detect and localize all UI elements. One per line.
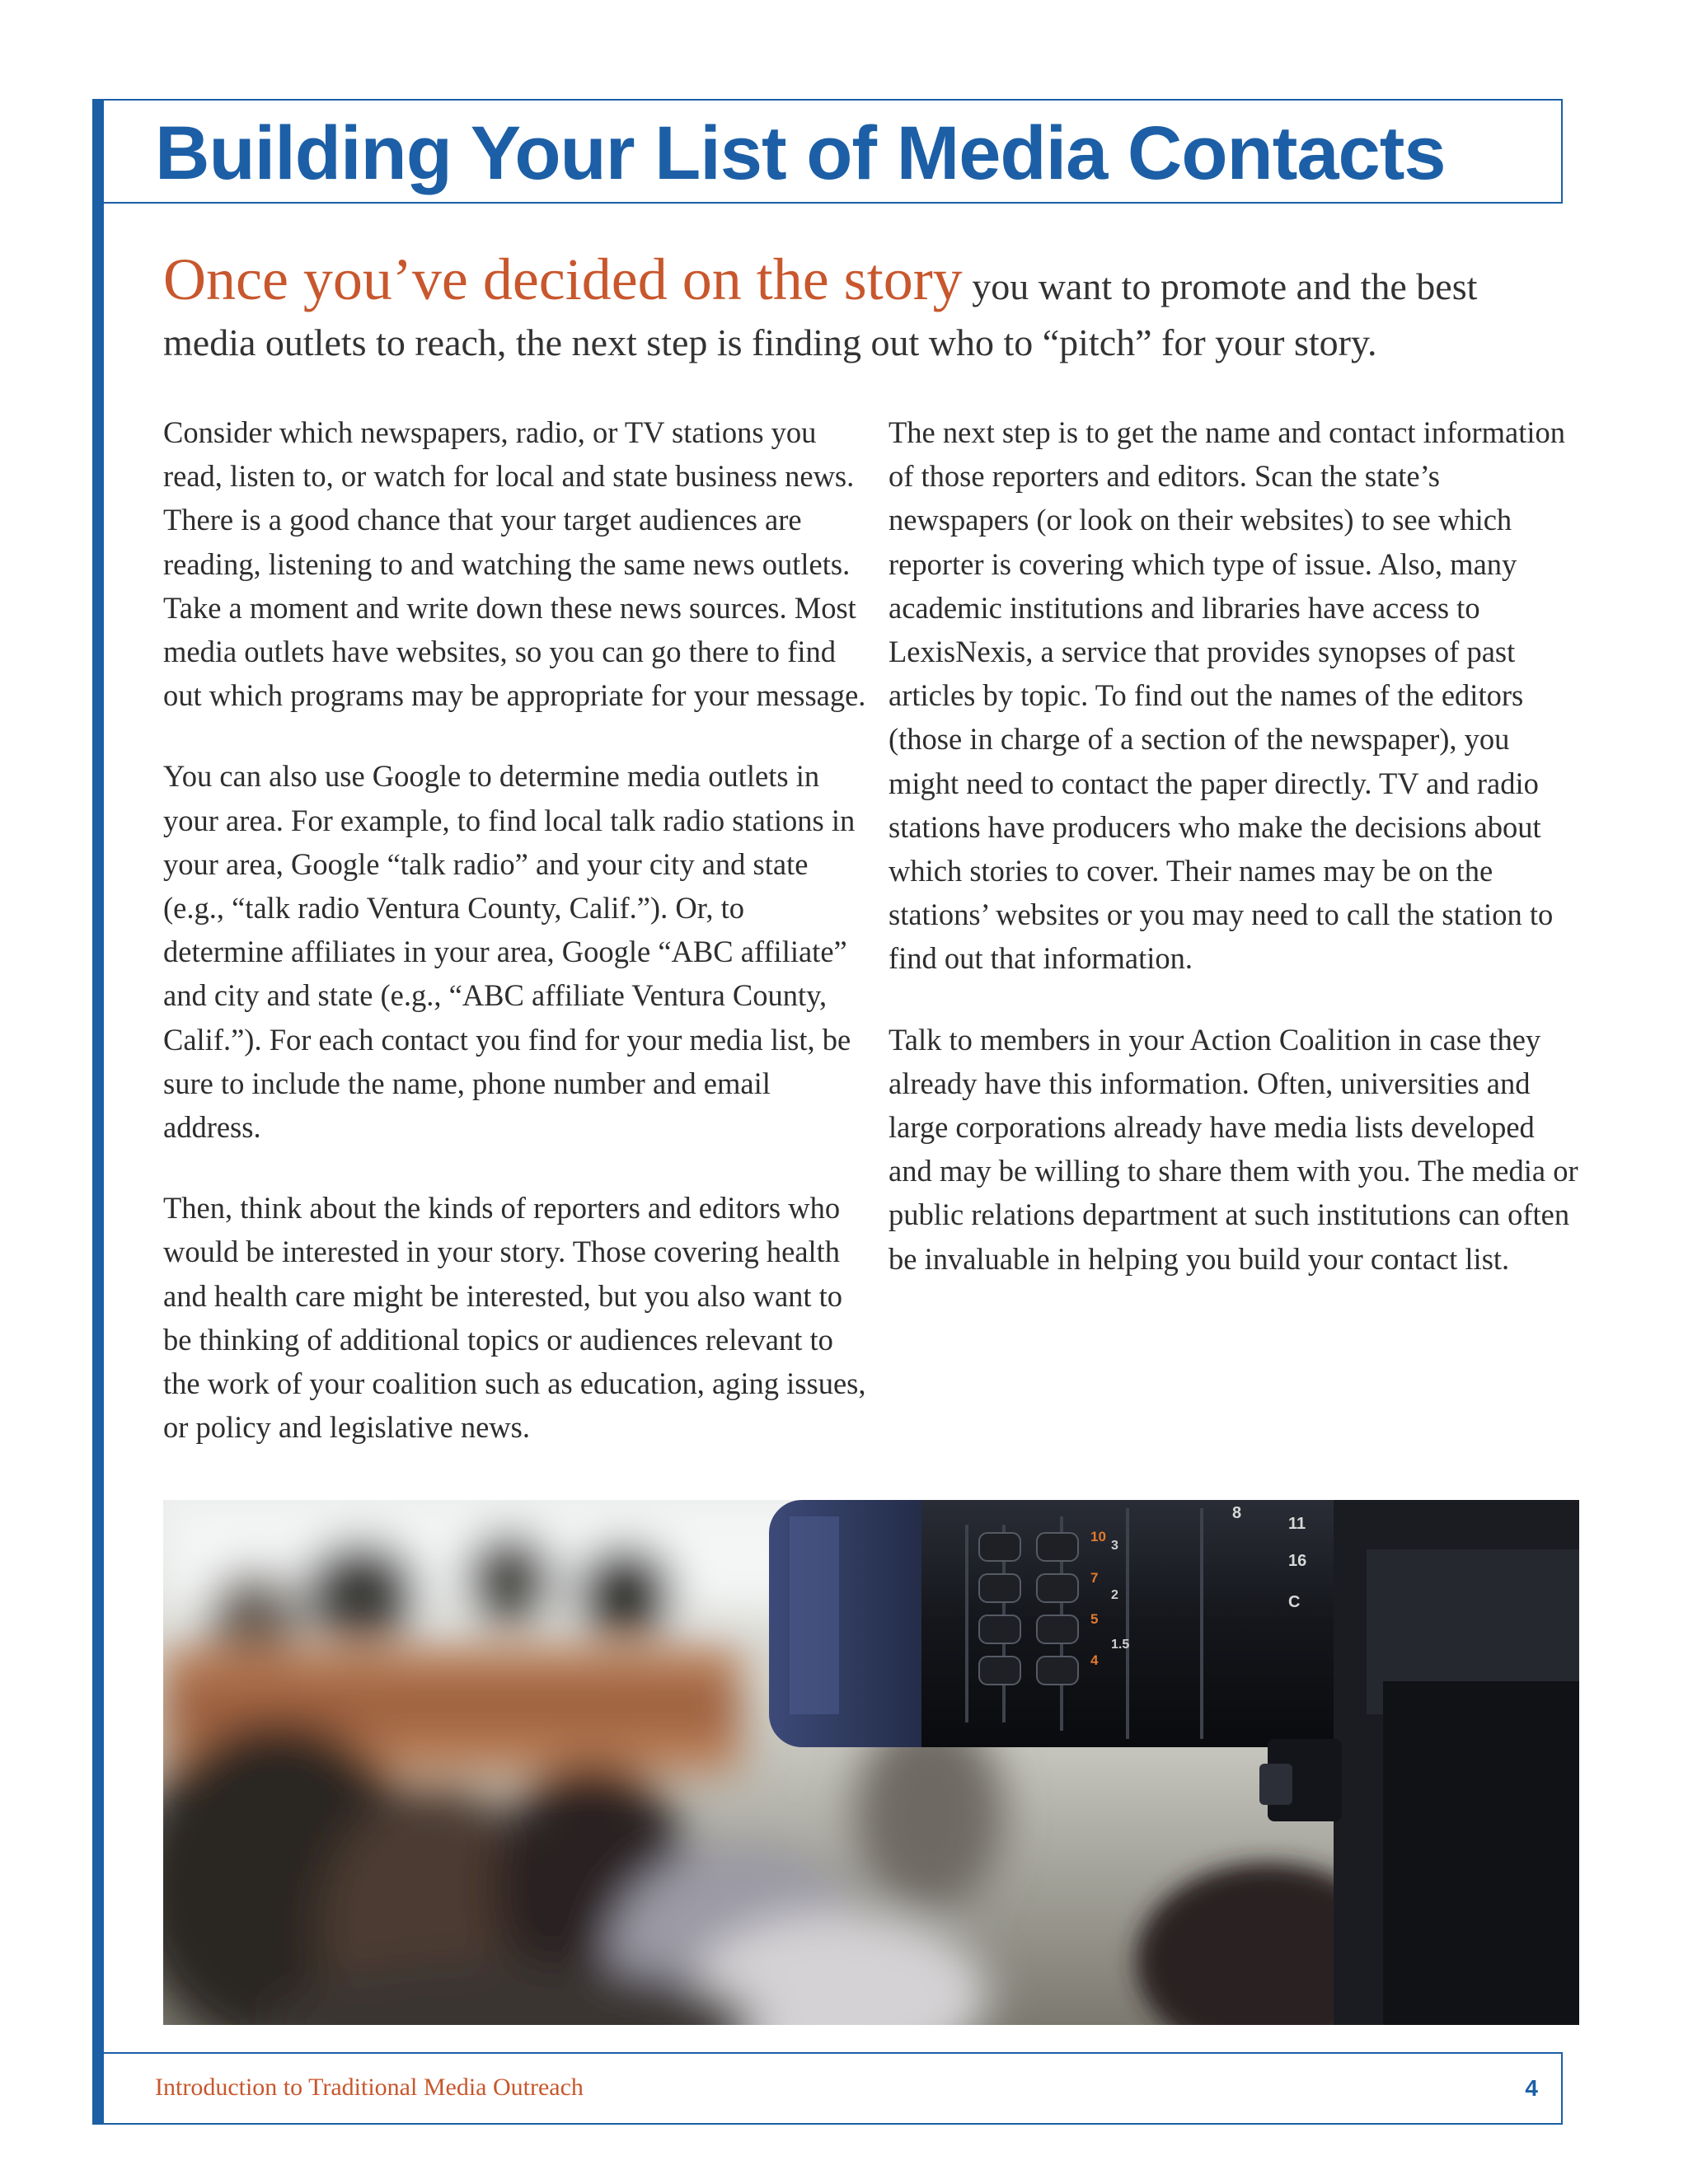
lens-marking: 8	[1232, 1504, 1242, 1522]
body-paragraph: Talk to members in your Action Coalition in case they already have this information. Often, universities and large corporations already have media lists developed and may be willing to share them with you. The media or public relations department at such institutions can often be invaluable in helping you build your contact list.	[889, 1022, 1578, 1276]
body-column-right	[889, 410, 1579, 1318]
lens-marking: 2	[1111, 1588, 1118, 1602]
title-frame	[104, 99, 1563, 204]
intro-rest: you want to promote and the best media outlets to reach, the next step is finding out who to “pitch” for your story.	[163, 265, 1478, 363]
lens-marking: 11	[1288, 1515, 1306, 1533]
intro-statement	[163, 246, 1548, 371]
footer-section-title: Introduction to Traditional Media Outreach	[155, 2074, 584, 2101]
lens-marking: 1.5	[1111, 1638, 1130, 1652]
lens-marking: 10	[1090, 1529, 1106, 1544]
lens-marking: 5	[1090, 1611, 1099, 1627]
lens-marking: 4	[1090, 1652, 1099, 1668]
left-accent-bar	[92, 99, 104, 2125]
lens-marking: 3	[1111, 1539, 1118, 1553]
lens-marking: 16	[1288, 1552, 1307, 1570]
camera-lens-photo	[163, 1500, 1579, 2025]
page-title: Building Your List of Media Contacts	[155, 111, 1446, 195]
lens-marking: 7	[1090, 1570, 1099, 1586]
body-column-left	[163, 410, 869, 1486]
lens-marking: C	[1288, 1593, 1301, 1611]
body-paragraph: The next step is to get the name and contact information of those reporters and editors. Scan the state’s newspapers (or look on their websites) to see which reporter is covering which type of issue. Also, many academic institutions and libraries have access to LexisNexis, a service that provides synopses of past articles by topic. To find out the names of the editors (those in charge of a section of the newspaper), you might need to contact the paper directly. TV and radio stations have producers who make the decisions about which stories to cover. Their names may be on the stations’ websites or you may need to call the station to find out that information.	[889, 415, 1566, 976]
footer-frame	[104, 2052, 1563, 2125]
body-paragraph: Then, think about the kinds of reporters and editors who would be interested in your story. Those covering health and health care might be interested, but you also want to be thinking of additional topics or audiences relevant to the work of your coalition such as education, aging issues, or policy and legislative news.	[163, 1191, 866, 1445]
body-paragraph: You can also use Google to determine media outlets in your area. For example, to find local talk radio stations in your area, Google “talk radio” and your city and state (e.g., “talk radio Ventura County, Calif.”). Or, to determine affiliates in your area, Google “ABC affiliate” and city and state (e.g., “ABC affiliate Ventura County, Calif.”). For each contact you find for your media list, be sure to include the name, phone number and email address.	[163, 759, 856, 1145]
intro-lead: Once you’ve decided on the story	[163, 246, 963, 312]
body-paragraph: Consider which newspapers, radio, or TV stations you read, listen to, or watch for local and state business news. There is a good chance that your target audiences are reading, listening to and watching the same news outlets. Take a moment and write down these news sources. Most media outlets have websites, so you can go there to find out which programs may be appropriate for your message.	[163, 415, 866, 713]
page-number: 4	[1525, 2075, 1538, 2101]
